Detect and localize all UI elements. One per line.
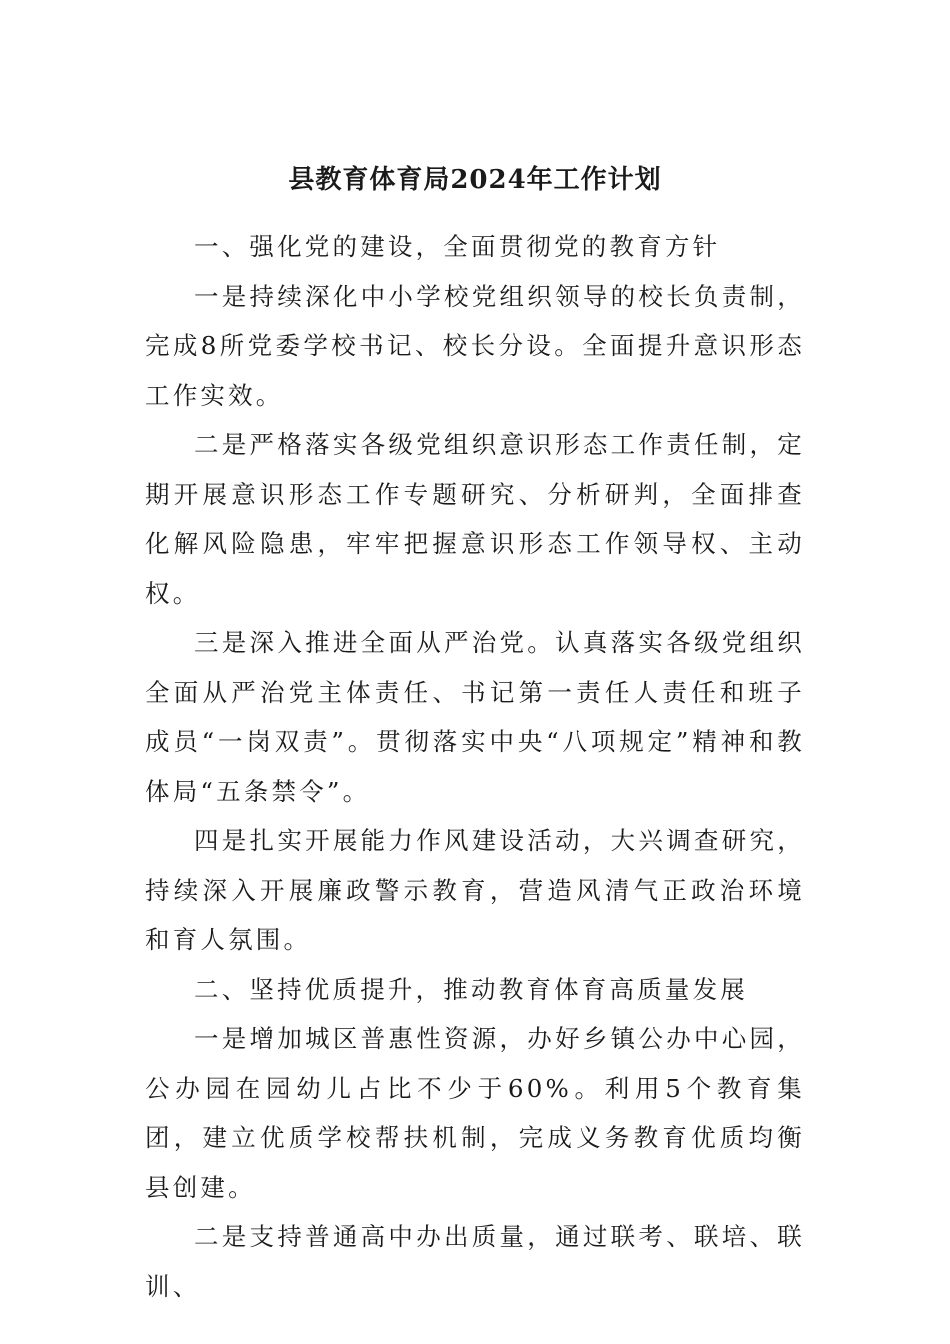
paragraph: 二是严格落实各级党组织意识形态工作责任制，定期开展意识形态工作专题研究、分析研判，全面排查化解风险隐患，牢牢把握意识形态工作领导权、主动权。	[145, 430, 805, 608]
paragraph: 四是扎实开展能力作风建设活动，大兴调查研究，持续深入开展廉政警示教育，营造风清气正政治环境和育人氛围。	[145, 826, 805, 954]
document-title: 县教育体育局2024年工作计划	[288, 165, 662, 195]
paragraph: 三是深入推进全面从严治党。认真落实各级党组织全面从严治党主体责任、书记第一责任人责任和班子成员“一岗双责”。贯彻落实中央“八项规定”精神和教体局“五条禁令”。	[145, 628, 805, 806]
section-heading-1: 一、强化党的建设，全面贯彻党的教育方针	[194, 232, 721, 261]
document-body	[145, 222, 805, 1311]
section-heading-2: 二、坚持优质提升，推动教育体育高质量发展	[194, 974, 748, 1004]
paragraph: 二是支持普通高中办出质量，通过联考、联培、联训、	[145, 1222, 805, 1301]
paragraph: 一是持续深化中小学校党组织领导的校长负责制，完成8所党委学校书记、校长分设。全面提升意识形态工作实效。	[145, 281, 805, 410]
paragraph: 一是增加城区普惠性资源，办好乡镇公办中心园，公办园在园幼儿占比不少于60%。利用5个教育集团，建立优质学校帮扶机制，完成义务教育优质均衡县创建。	[145, 1024, 805, 1202]
